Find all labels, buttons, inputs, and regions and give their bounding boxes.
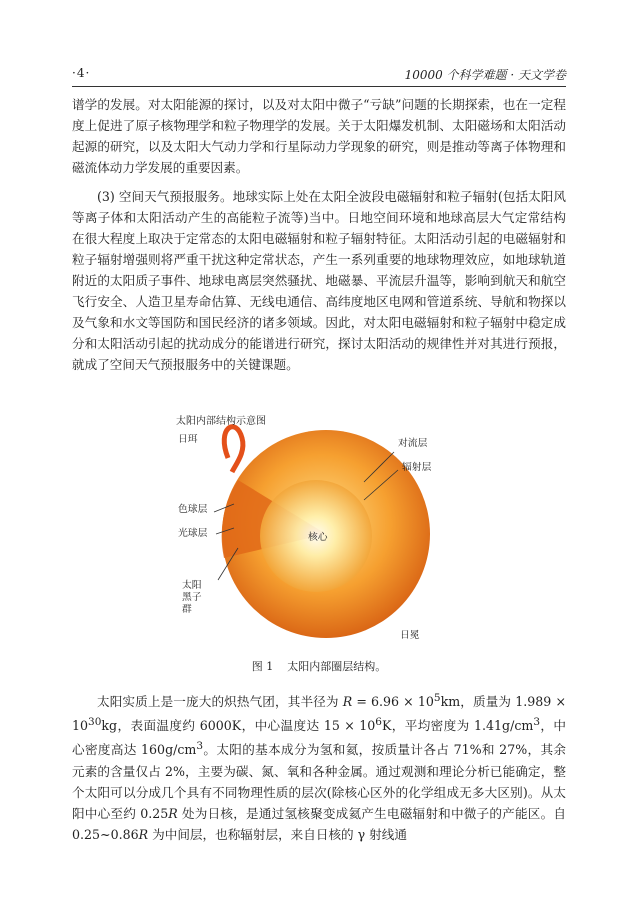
text-run: 。太阳的基本成分为氢和氦，按质量计各占 71%和 27%，其余元素的含量仅占 2%，主要为碳、氮、氧和各种金属。通过观测和理论分析已能确定，整个太阳可以分成几个具有不同物理性质的层次(除核心区外的化学组成无多大区别)。从太阳中心至约 0.25 xyxy=(72,742,566,821)
paragraph-3 xyxy=(72,688,566,845)
superscript: 6 xyxy=(375,716,382,729)
text-run: = 6.96 × 10 xyxy=(352,694,434,710)
text-run: 太阳实质上是一庞大的炽热气团，其半径为 xyxy=(97,694,343,710)
text-run: K，平均密度为 1.41g/cm xyxy=(381,718,534,734)
superscript: 3 xyxy=(533,716,541,729)
superscript: 30 xyxy=(88,716,102,729)
paragraph-2: (3) 空间天气预报服务。地球实际上处在太阳全波段电磁辐射和粒子辐射(包括太阳风等离子体和太阳活动产生的高能粒子流等)当中。日地空间环境和地球高层大气定常结构在很大程度上取决于定常态的太阳电磁辐射和粒子辐射特征。太阳活动引起的电磁辐射和粒子辐射增强则将严重干扰这种定常状态，产生一系列重要的地球物理效应，如地球轨道附近的太阳质子事件、地球电离层突然骚扰、地磁暴、平流层升温等，影响到航天和航空飞行安全、人造卫星寿命估算、无线电通信、高纬度地区电网和管道系统、导航和物探以及气象和水文等国防和国民经济的诸多领域。因此，对太阳电磁辐射和粒子辐射中稳定成分和太阳活动引起的扰动成分的能谱进行研究，探讨太阳活动的规律性并对其进行预报，就成了空间天气预报服务中的关键课题。 xyxy=(72,189,566,372)
math-var: R xyxy=(342,694,353,710)
header-rule xyxy=(72,86,566,87)
caption-number: 图 1 xyxy=(251,660,274,673)
caption-text: 太阳内部圈层结构。 xyxy=(287,660,387,673)
text-run: ，中心密度高达 160g/cm xyxy=(72,718,566,758)
label-prominence: 日珥 xyxy=(178,434,198,445)
label-corona: 日冕 xyxy=(400,630,420,641)
label-radiative-zone: 辐射层 xyxy=(402,462,432,473)
paragraph-1: 谱学的发展。对太阳能源的探讨，以及对太阳中微子“亏缺”问题的长期探索，也在一定程度上促进了原子核物理学和粒子物理学的发展。关于太阳爆发机制、太阳磁场和太阳活动起源的研究，以及太阳大气动力学和行星际动力学现象的研究，则是推动等离子体物理和磁流体动力学发展的重要因素。 xyxy=(72,97,566,175)
prominence-icon xyxy=(224,427,243,472)
page-number: ·4· xyxy=(72,66,91,80)
superscript: 3 xyxy=(196,740,204,753)
label-photosphere: 光球层 xyxy=(178,528,208,539)
math-var: R xyxy=(168,805,178,821)
math-var: R xyxy=(138,826,149,842)
running-title: 10000 个科学难题 · 天文学卷 xyxy=(404,68,566,82)
label-chromosphere: 色球层 xyxy=(178,504,208,515)
label-sunspots: 太阳黑子群 xyxy=(182,580,202,615)
text-run: 为中间层，也称辐射层，来自日核的 γ 射线通 xyxy=(148,826,407,842)
figure-caption xyxy=(0,658,638,674)
figure-inner-title: 太阳内部结构示意图 xyxy=(176,416,266,427)
label-convection-zone: 对流层 xyxy=(398,438,428,449)
text-run: kg，表面温度约 6000K，中心温度达 15 × 10 xyxy=(101,718,376,734)
label-core: 核心 xyxy=(308,532,328,543)
text-run: 处为日核，是通过氢核聚变成氦产生电磁辐射和中微子的产能区。自 0.25~0.86 xyxy=(72,805,566,842)
sun-figure xyxy=(176,408,468,646)
superscript: 5 xyxy=(433,692,441,704)
text-run: km，质量为 1.989 × 10 xyxy=(72,694,566,734)
